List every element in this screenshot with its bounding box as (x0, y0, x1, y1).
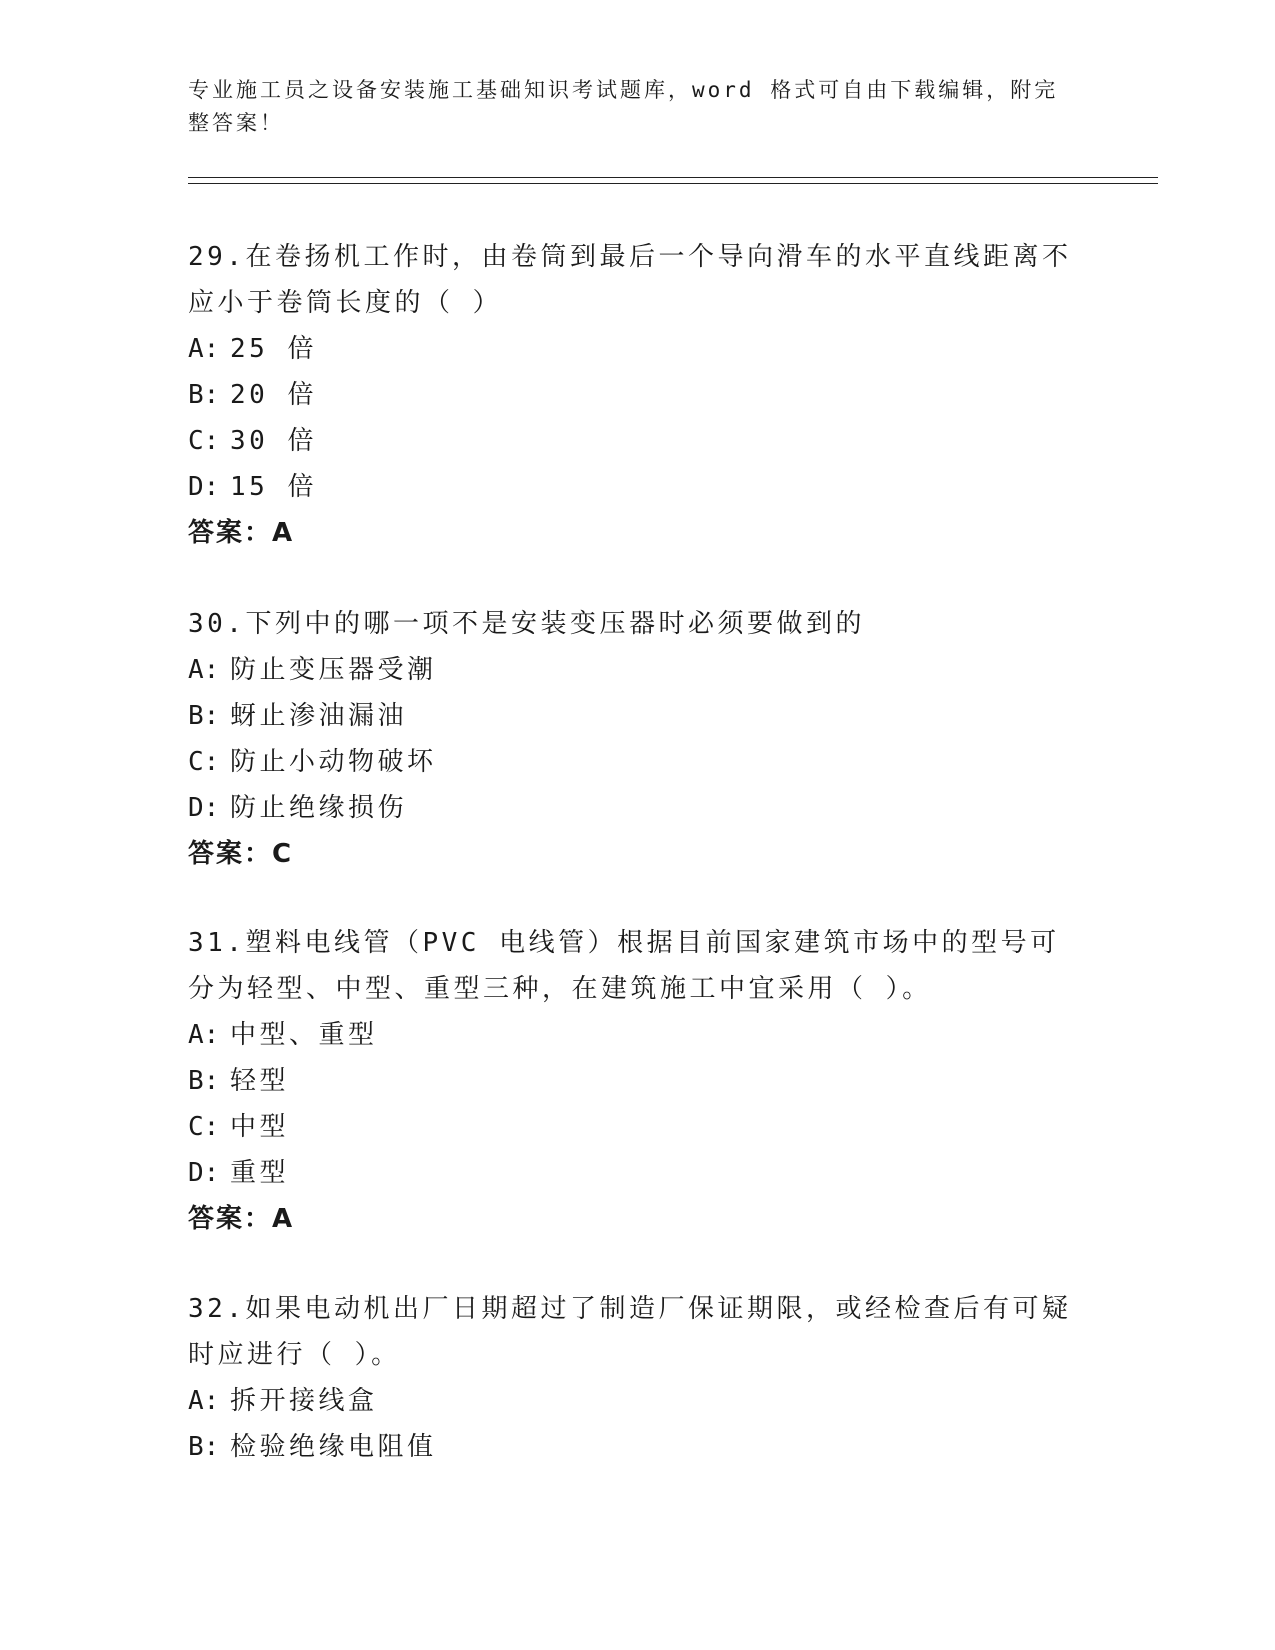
option-letter: B: (188, 701, 220, 731)
option-a (188, 647, 1088, 693)
question-stem: 30.下列中的哪一项不是安装变压器时必须要做到的 (188, 609, 865, 639)
option-letter: A: (188, 1386, 220, 1416)
option-b (188, 1424, 1088, 1470)
option-text: 重型 (230, 1158, 290, 1188)
option-a (188, 1378, 1088, 1424)
answer-line: 答案：A (188, 518, 295, 548)
option-c (188, 739, 1088, 785)
option-text: 25 倍 (230, 334, 317, 364)
question-stem: 31.塑料电线管（PVC 电线管）根据目前国家建筑市场中的型号可分为轻型、中型、重型三种，在建筑施工中宜采用（ ）。 (188, 928, 1060, 1004)
question-stem: 32.如果电动机出厂日期超过了制造厂保证期限，或经检查后有可疑时应进行（ ）。 (188, 1294, 1072, 1370)
option-letter: D: (188, 793, 220, 823)
option-c (188, 418, 1088, 464)
question-30 (188, 601, 1088, 877)
option-letter: B: (188, 380, 220, 410)
option-letter: C: (188, 747, 220, 777)
option-a (188, 1012, 1088, 1058)
option-c (188, 1104, 1088, 1150)
option-letter: D: (188, 472, 220, 502)
option-text: 15 倍 (230, 472, 317, 502)
header-rule-bottom (188, 183, 1158, 184)
question-32 (188, 1286, 1088, 1470)
option-d (188, 1150, 1088, 1196)
option-letter: A: (188, 334, 220, 364)
option-text: 中型 (230, 1112, 290, 1142)
answer-line: 答案：C (188, 839, 294, 869)
question-31 (188, 920, 1088, 1242)
answer-line: 答案：A (188, 1204, 295, 1234)
option-text: 防止小动物破坏 (230, 747, 437, 777)
option-b (188, 1058, 1088, 1104)
option-b (188, 372, 1088, 418)
option-d (188, 464, 1088, 510)
option-letter: C: (188, 426, 220, 456)
option-text: 防止变压器受潮 (230, 655, 437, 685)
option-a (188, 326, 1088, 372)
document-header: 专业施工员之设备安装施工基础知识考试题库，word 格式可自由下载编辑，附完整答案！ (188, 78, 1059, 135)
option-letter: B: (188, 1066, 220, 1096)
option-b (188, 693, 1088, 739)
option-letter: B: (188, 1432, 220, 1462)
option-text: 防止绝缘损伤 (230, 793, 408, 823)
option-text: 20 倍 (230, 380, 317, 410)
option-d (188, 785, 1088, 831)
question-stem: 29.在卷扬机工作时，由卷筒到最后一个导向滑车的水平直线距离不应小于卷筒长度的（ ） (188, 242, 1072, 318)
option-letter: D: (188, 1158, 220, 1188)
option-text: 检验绝缘电阻值 (230, 1432, 437, 1462)
option-letter: A: (188, 655, 220, 685)
option-text: 中型、重型 (230, 1020, 378, 1050)
option-text: 30 倍 (230, 426, 317, 456)
option-text: 蚜止渗油漏油 (230, 701, 408, 731)
option-text: 拆开接线盒 (230, 1386, 378, 1416)
question-29 (188, 234, 1088, 556)
option-letter: A: (188, 1020, 220, 1050)
option-text: 轻型 (230, 1066, 290, 1096)
option-letter: C: (188, 1112, 220, 1142)
header-rule-top (188, 177, 1158, 178)
